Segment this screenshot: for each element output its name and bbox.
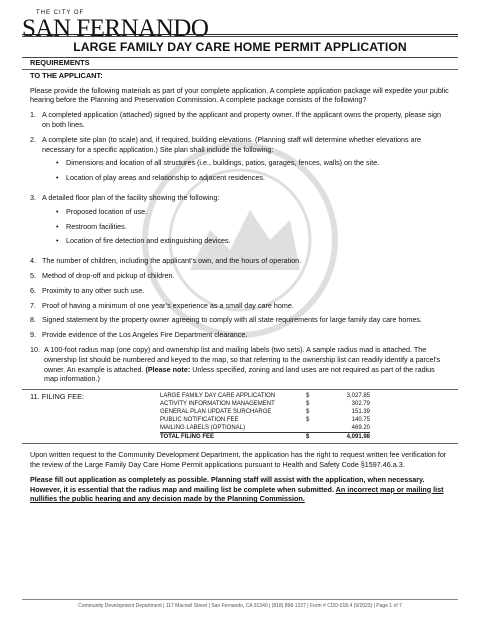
instructions-bold-text: Please fill out application as completely as possible. Planning staff will assist with the application, when necessary. However, it is essential that the radius map and mailing list be complete when submitted.	[30, 474, 425, 494]
fee-amount: 469.20	[351, 425, 370, 432]
item-text: Proof of having a minimum of one year’s experience as a small day care home.	[42, 300, 294, 310]
total-label: TOTAL FILING FEE	[160, 433, 306, 442]
total-dollar: $	[306, 433, 332, 442]
fee-dollar: $	[306, 401, 310, 408]
item-text: A complete site plan (to scale) and, if required, building elevations. (Planning staff will determine whether elevations are necessary for a specific application.) Site plan shall include the following:	[42, 134, 422, 154]
item-number: 4.	[30, 256, 36, 266]
bullet-icon: •	[56, 221, 59, 231]
table-row	[160, 408, 370, 416]
bullet-icon: •	[56, 173, 59, 183]
item-text: A completed application (attached) signed by the applicant and property owner. If the applicant owns the property, please sign on both lines.	[42, 110, 442, 129]
bullet-text: Restroom facilities.	[66, 221, 127, 231]
list-item	[30, 110, 450, 130]
list-item	[30, 315, 450, 325]
item-number: 9.	[30, 330, 36, 340]
fee-dollar: $	[306, 393, 310, 400]
table-row	[160, 400, 370, 408]
bullet-icon: •	[56, 158, 59, 168]
item-text: Proximity to any other such use.	[42, 285, 145, 295]
fee-name: ACTIVITY INFORMATION MANAGEMENT	[160, 401, 275, 408]
item-number: 7.	[30, 300, 36, 310]
item-text: A 100-foot radius map (one copy) and ownership list and mailing labels (two sets). A sample radius mad is attached. The ownership list should be numbered and keyed to the map, so that referring to the ownership list can readily identify a parcel’s owner. An example is attached.	[44, 344, 441, 374]
fee-dollar: $	[306, 409, 310, 416]
item-body	[44, 345, 450, 384]
item-text: A detailed floor plan of the facility showing the following:	[42, 192, 220, 202]
fee-name: GENERAL PLAN UPDATE SURCHARGE	[160, 409, 272, 416]
bullet-item	[56, 158, 450, 168]
total-row	[160, 433, 370, 442]
item-text: Signed statement by the property owner agreeing to comply with all state requirements for large family day care homes.	[42, 315, 422, 325]
filing-fee-section	[22, 389, 458, 444]
list-item	[30, 271, 450, 281]
bullet-text: Proposed location of use.	[66, 206, 148, 216]
requirements-section	[30, 58, 450, 509]
fee-dollar: $	[306, 417, 310, 424]
section-divider	[22, 69, 458, 70]
item-number: 3.	[30, 192, 36, 202]
bullet-icon: •	[56, 236, 59, 246]
fee-verification-paragraph: Upon written request to the Community Development Department, the application has the right to request written fee verification for the review of the Large Family Day Care Home Permit applications pursuant to Health and Safety Code §1597.46.a.3.	[30, 450, 447, 469]
item-number: 5.	[30, 270, 36, 280]
fee-name: LARGE FAMILY DAY CARE APPLICATION	[160, 393, 276, 400]
to-applicant-heading: TO THE APPLICANT:	[30, 70, 103, 80]
fee-amount: 140.75	[351, 417, 370, 424]
title-bar	[22, 36, 458, 58]
header-rule	[22, 34, 458, 35]
item-body	[42, 135, 450, 188]
bullet-item	[56, 236, 450, 246]
instructions-warning-text: An incorrect map or mailing list nullifies the public hearing and any decision made by the Planning Commission.	[30, 484, 444, 504]
fee-amount: 302.79	[351, 401, 370, 408]
total-amount: 4,091.98	[332, 433, 370, 442]
item-number: 8.	[30, 315, 36, 325]
item-text: Provide evidence of the Los Angeles Fire Department clearance.	[42, 330, 248, 340]
logo-small-text: THE CITY OF	[36, 10, 85, 16]
page-title: LARGE FAMILY DAY CARE HOME PERMIT APPLICATION	[73, 40, 407, 54]
list-item	[30, 286, 450, 296]
item-number: 10.	[30, 344, 40, 354]
instructions-paragraph	[30, 475, 450, 504]
filing-fee-label: 11. FILING FEE:	[30, 392, 85, 402]
page-footer: Community Development Department | 117 Macneil Street | San Fernando, CA 91340 | (818) 898-1227 | Form # CDD-018.4 (9/2023) | Page 1 of 7	[22, 599, 458, 609]
bullet-item	[56, 207, 450, 217]
item-text: The number of children, including the applicant’s own, and the hours of operation.	[42, 256, 302, 266]
bullet-text: Location of play areas and relationship to adjacent residences.	[66, 173, 265, 183]
table-row	[160, 392, 370, 400]
bullet-icon: •	[56, 206, 59, 216]
bullet-item	[56, 222, 450, 232]
list-item	[30, 330, 450, 340]
fee-amount: 3,027.85	[346, 393, 370, 400]
item-number: 6.	[30, 285, 36, 295]
item-number: 1.	[30, 110, 36, 120]
intro-paragraph: Please provide the following materials as part of your complete application. A complete application package will expedite your public hearing before the Planning and Preservation Commission. A complete package consists of the following?	[30, 85, 449, 105]
fee-table	[160, 392, 370, 441]
list-item	[30, 301, 450, 311]
list-item	[30, 345, 450, 384]
item-text: Method of drop-off and pickup of children.	[42, 270, 175, 280]
table-row	[160, 416, 370, 424]
fee-name: MAILING LABELS (OPTIONAL)	[160, 425, 246, 432]
item-body	[42, 193, 450, 251]
requirements-heading: REQUIREMENTS	[30, 58, 90, 67]
note-text: Unless specified, zoning and land uses are not required as part of the radius map information.)	[44, 364, 435, 384]
bullet-text: Location of fire detection and extinguishing devices.	[66, 236, 231, 246]
fee-name: PUBLIC NOTIFICATION FEE	[160, 417, 239, 424]
logo-city-name: SAN FERNANDO	[22, 15, 209, 42]
item-number: 2.	[30, 134, 36, 144]
note-label: (Please note:	[145, 364, 191, 374]
fee-amount: 151.39	[351, 409, 370, 416]
table-row	[160, 424, 370, 433]
list-item	[30, 193, 450, 251]
bullet-item	[56, 173, 450, 183]
fee-dollar	[306, 424, 332, 433]
list-item	[30, 256, 450, 266]
bullet-text: Dimensions and location of all structures (i.e., buildings, patios, garages, fences, walls) on the site.	[66, 158, 380, 168]
list-item	[30, 135, 450, 188]
